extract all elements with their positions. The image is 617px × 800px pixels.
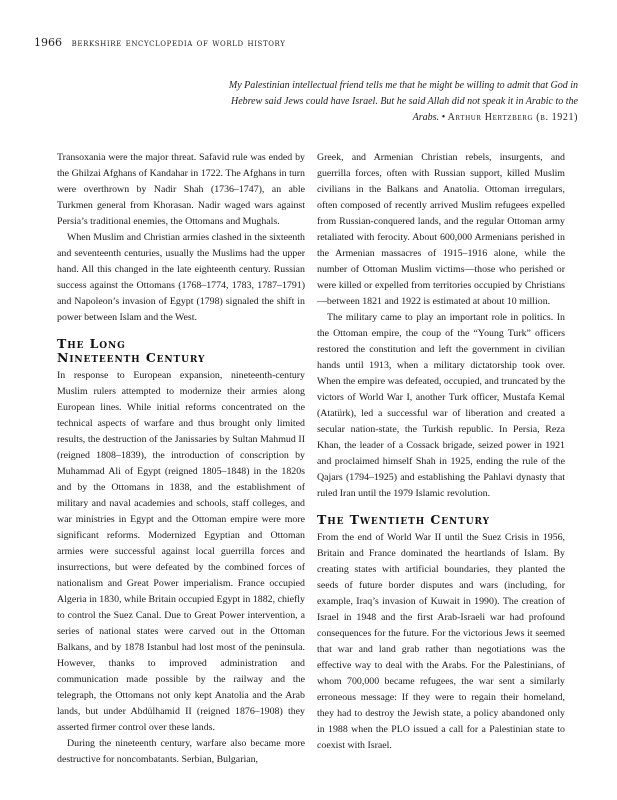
paragraph: Transoxania were the major threat. Safavid rule was ended by the Ghilzai Afghans of Kandahar in 1722. The Afghans in turn were overthrown by Nadir Shah (1736–1747), an able Turkmen general from Khorasan. Nadir waged wars against Persia’s traditional enemies, the Ottomans and Mughals.: [57, 152, 305, 227]
heading-line: Nineteenth Century: [57, 350, 206, 365]
right-column: [317, 150, 565, 754]
epigraph-bullet: •: [441, 112, 446, 123]
paragraph: The military came to play an important role in politics. In the Ottoman empire, the coup of the “Young Turk” officers restored the constitution and left the government in civilian hands until 1913, when a military dictatorship took over. When the empire was defeated, occupied, and truncated by the victors of World War I, another Turk officer, Mustafa Kemal (Atatürk), led a successful war of liberation and created a secular nation-state, the Turkish republic. In Persia, Reza Khan, the leader of a Cossack brigade, seized power in 1921 and proclaimed himself Shah in 1925, ending the rule of the Qajars (1794–1925) and establishing the Pahlavi dynasty that ruled Iran until the 1979 Islamic revolution.: [317, 312, 565, 499]
left-column: [57, 150, 305, 768]
paragraph: From the end of World War II until the Suez Crisis in 1956, Britain and France dominated the heartlands of Islam. By creating states with artificial boundaries, they planted the seeds of future border disputes and wars (including, for example, Iraq’s invasion of Kuwait in 1990). The creation of Israel in 1948 and the first Arab-Israeli war had profound consequences for the future. For the victorious Jews it seemed that war and land grab rather than negotiations was the effective way to deal with the Arabs. For the Palestinians, of whom 700,000 became refugees, the war sent a similarly erroneous message: If they were to regain their homeland, they had to destroy the Jewish state, a policy abandoned only in 1988 when the PLO issued a call for a Palestinian state to coexist with Israel.: [317, 532, 565, 751]
paragraph: When Muslim and Christian armies clashed in the sixteenth and seventeenth centuries, usually the Muslims had the upper hand. All this changed in the late eighteenth century. Russian success against the Ottomans (1768–1774, 1783, 1787–1791) and Napoleon’s invasion of Egypt (1798) signaled the shift in power between Islam and the West.: [57, 232, 305, 323]
epigraph-attribution: Arthur Hertzberg (b. 1921): [447, 112, 578, 123]
section-heading-nineteenth-century: [57, 337, 305, 365]
heading-line: The Long: [57, 336, 126, 351]
section-heading-twentieth-century: The Twentieth Century: [317, 512, 490, 527]
page-number: 1966: [34, 36, 62, 49]
paragraph: During the nineteenth century, warfare also became more destructive for noncombatants. Serbian, Bulgarian,: [57, 738, 305, 765]
running-title: berkshire encyclopedia of world history: [71, 38, 286, 49]
epigraph-text: My Palestinian intellectual friend tells me that he might be willing to admit that God in Hebrew said Jews could have Israel. But he said Allah did not speak it in Arabic to the Arabs.: [228, 80, 578, 123]
epigraph: [214, 78, 578, 126]
paragraph: Greek, and Armenian Christian rebels, insurgents, and guerrilla forces, often with Russian support, killed Muslim civilians in the Balkans and Anatolia. Ottoman irregulars, often composed of recently arrived Muslim refugees expelled from Russian-conquered lands, and the regular Ottoman army retaliated with ferocity. About 600,000 Armenians perished in the Armenian massacres of 1915–1916 alone, while the number of Ottoman Muslim victims—those who perished or were killed or expelled from territories occupied by Christians—between 1821 and 1922 is estimated at about 10 million.: [317, 152, 565, 307]
paragraph: In response to European expansion, nineteenth-century Muslim rulers attempted to modernize their armies along European lines. While initial reforms concentrated on the technical aspects of warfare and thus brought only limited results, the destruction of the Janissaries by Sultan Mahmud II (reigned 1808–1839), the introduction of conscription by Muhammad Ali of Egypt (reigned 1805–1848) in the 1820s and by the Ottomans in 1838, and the establishment of military and naval academies and schools, staff colleges, and war ministries in Egypt and the Ottoman empire were more significant reforms. Modernized Egyptian and Ottoman armies were successful against local guerrilla forces and insurrections, but were defeated by the combined forces of nationalism and Great Power imperialism. France occupied Algeria in 1830, while Britain occupied Egypt in 1882, chiefly to control the Suez Canal. Due to Great Power intervention, a series of national states were carved out in the Ottoman Balkans, and by 1878 Istanbul had lost most of the peninsula. However, thanks to improved administration and communication made possible by the railway and the telegraph, the Ottomans not only kept Anatolia and the Arab lands, but under Abdülhamid II (reigned 1876–1908) they asserted firmer control over these lands.: [57, 370, 305, 733]
running-header: [34, 36, 594, 49]
